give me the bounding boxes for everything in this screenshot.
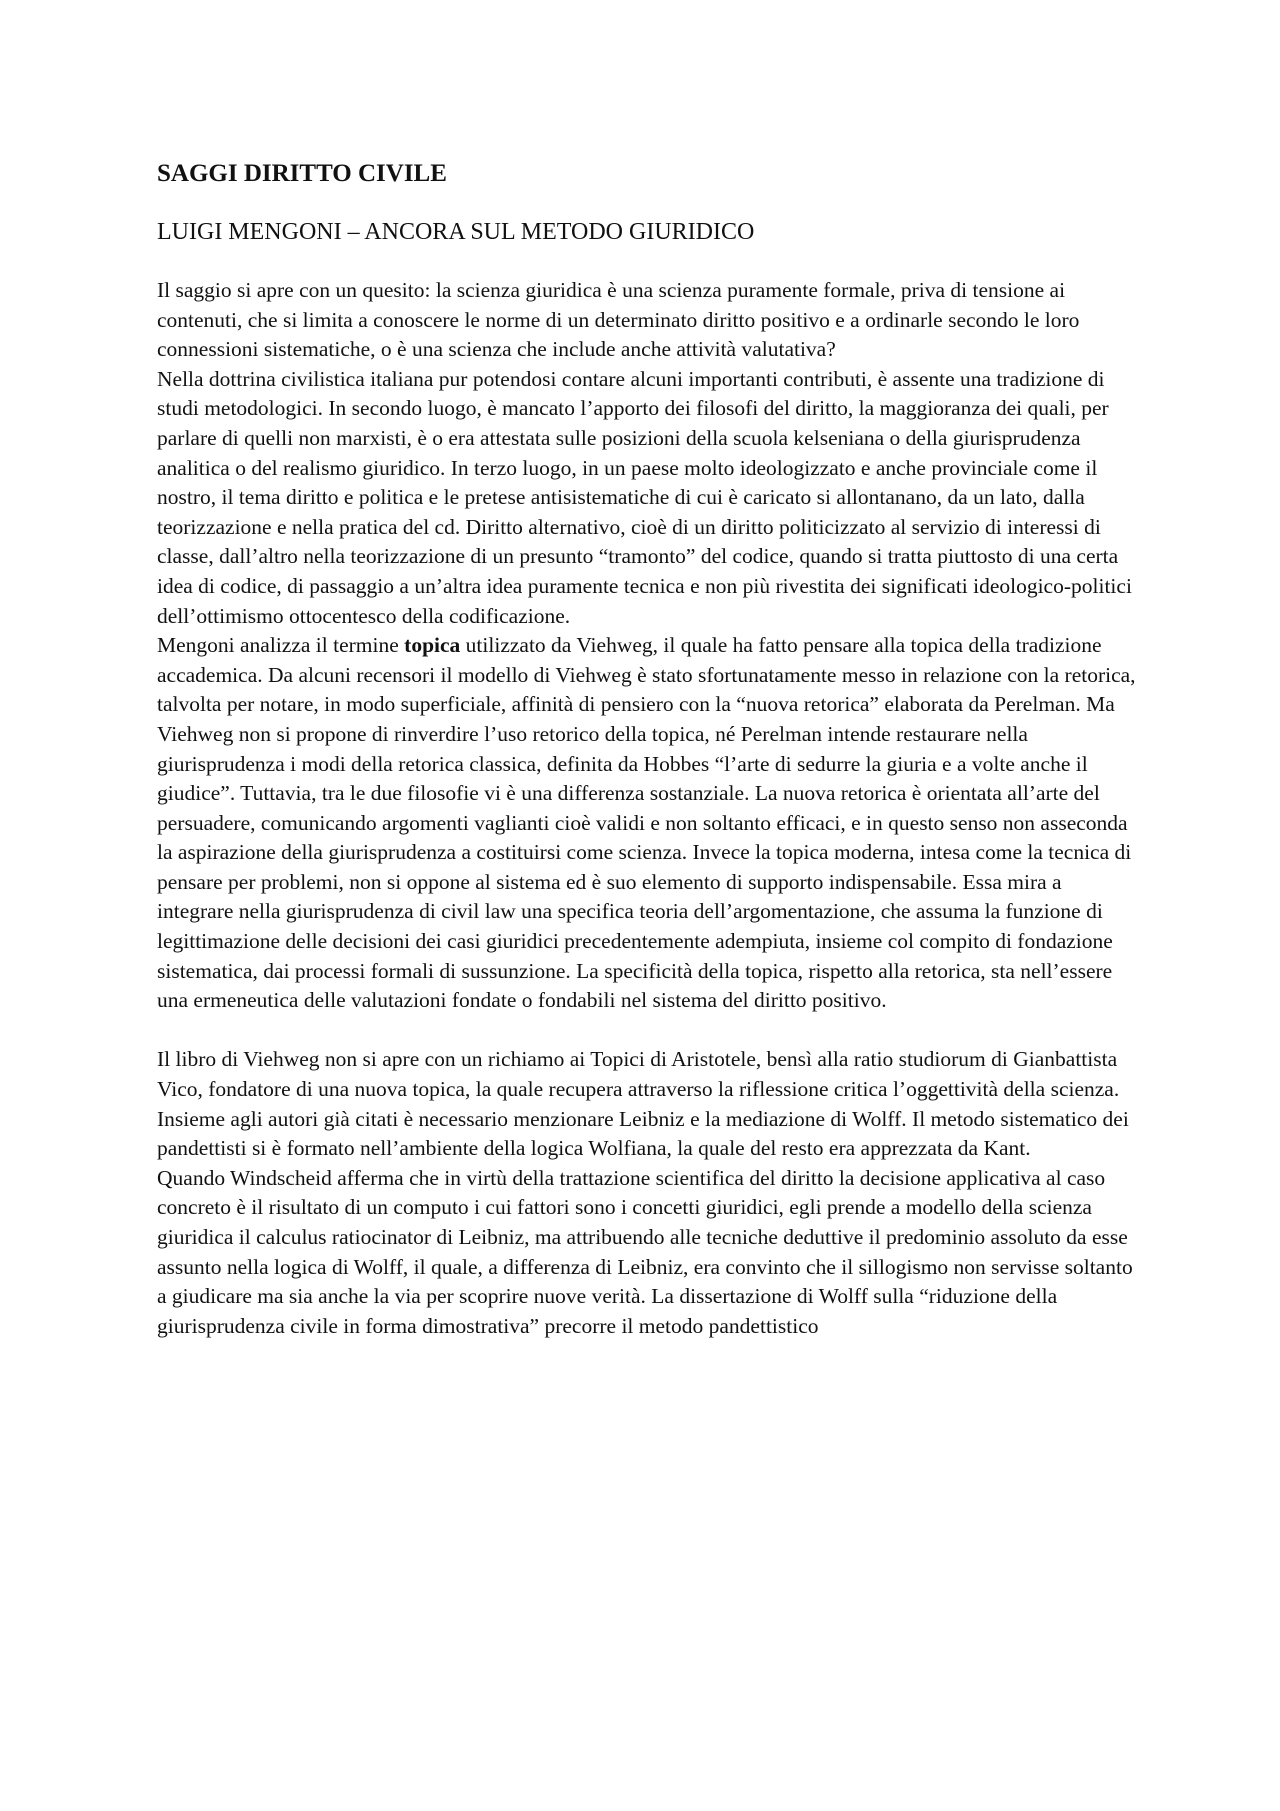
document-title: SAGGI DIRITTO CIVILE xyxy=(157,160,447,187)
paragraph-5: Insieme agli autori già citati è necessario menzionare Leibniz e la mediazione di Wolff. Il metodo sistematico dei pandettisti si è formato nell’ambiente della logica Wolfiana, la quale del resto era apprezzata da Kant. xyxy=(157,1106,1129,1161)
term-topica: topica xyxy=(404,633,461,658)
paragraph-gap xyxy=(157,1016,1137,1046)
paragraph-4: Il libro di Viehweg non si apre con un richiamo ai Topici di Aristotele, bensì alla ratio studiorum di Gianbattista Vico, fondatore di una nuova topica, la quale recupera attraverso la riflessione critica l’oggettività della scienza. xyxy=(157,1047,1120,1102)
document-subtitle: LUIGI MENGONI – ANCORA SUL METODO GIURIDICO xyxy=(157,219,755,245)
paragraph-3-text-after: utilizzato da Viehweg, il quale ha fatto pensare alla topica della tradizione accademica. Da alcuni recensori il modello di Viehweg è stato sfortunatamente messo in relazione con la retorica, talvolta per notare, in modo superficiale, affinità di pensiero con la “nuova retorica” elaborata da Perelman. Ma Viehweg non si propone di rinverdire l’uso retorico della topica, né Perelman intende restaurare nella giurisprudenza i modi della retorica classica, definita da Hobbes “l’arte di sedurre la giuria e a volte anche il giudice”. Tuttavia, tra le due filosofie vi è una differenza sostanziale. La nuova retorica è orientata all’arte del persuadere, comunicando argomenti vaglianti cioè validi e non soltanto efficaci, e in questo senso non asseconda la aspirazione della giurisprudenza a costituirsi come scienza. Invece la topica moderna, intesa come la tecnica di pensare per problemi, non si oppone al sistema ed è suo elemento di supporto indispensabile. Essa mira a integrare nella giurisprudenza di civil law una specifica teoria dell’argomentazione, che assuma la funzione di legittimazione delle decisioni dei casi giuridici precedentemente adempiuta, insieme col compito di fondazione sistematica, dai processi formali di sussunzione. La specificità della topica, rispetto alla retorica, sta nell’essere una ermeneutica delle valutazioni fondate o fondabili nel sistema del diritto positivo. xyxy=(157,633,1136,1013)
paragraph-3 xyxy=(157,631,1137,1016)
document-page xyxy=(157,158,1137,1341)
paragraph-2: Nella dottrina civilistica italiana pur potendosi contare alcuni importanti contributi, è assente una tradizione di studi metodologici. In secondo luogo, è mancato l’apporto dei filosofi del diritto, la maggioranza dei quali, per parlare di quelli non marxisti, è o era attestata sulle posizioni della scuola kelseniana o della giurisprudenza analitica o del realismo giuridico. In terzo luogo, in un paese molto ideologizzato e anche provinciale come il nostro, il tema diritto e politica e le pretese antisistematiche di cui è caricato si allontanano, da un lato, dalla teorizzazione e nella pratica del cd. Diritto alternativo, cioè di un diritto politicizzato al servizio di interessi di classe, dall’altro nella teorizzazione di un presunto “tramonto” del codice, quando si tratta piuttosto di una certa idea di codice, di passaggio a un’altra idea puramente tecnica e non più rivestita dei significati ideologico-politici dell’ottimismo ottocentesco della codificazione. xyxy=(157,366,1132,628)
paragraph-6: Quando Windscheid afferma che in virtù della trattazione scientifica del diritto la decisione applicativa al caso concreto è il risultato di un computo i cui fattori sono i concetti giuridici, egli prende a modello della scienza giuridica il calculus ratiocinator di Leibniz, ma attribuendo alle tecniche deduttive il predominio assoluto da esse assunto nella logica di Wolff, il quale, a differenza di Leibniz, era convinto che il sillogismo non servisse soltanto a giudicare ma sia anche la via per scoprire nuove verità. La dissertazione di Wolff sulla “riduzione della giurisprudenza civile in forma dimostrativa” precorre il metodo pandettistico xyxy=(157,1165,1133,1338)
paragraph-3-text-before: Mengoni analizza il termine xyxy=(157,633,405,658)
paragraph-1: Il saggio si apre con un quesito: la scienza giuridica è una scienza puramente formale, priva di tensione ai contenuti, che si limita a conoscere le norme di un determinato diritto positivo e a ordinarle secondo le loro connessioni sistematiche, o è una scienza che include anche attività valutativa? xyxy=(157,278,1080,362)
